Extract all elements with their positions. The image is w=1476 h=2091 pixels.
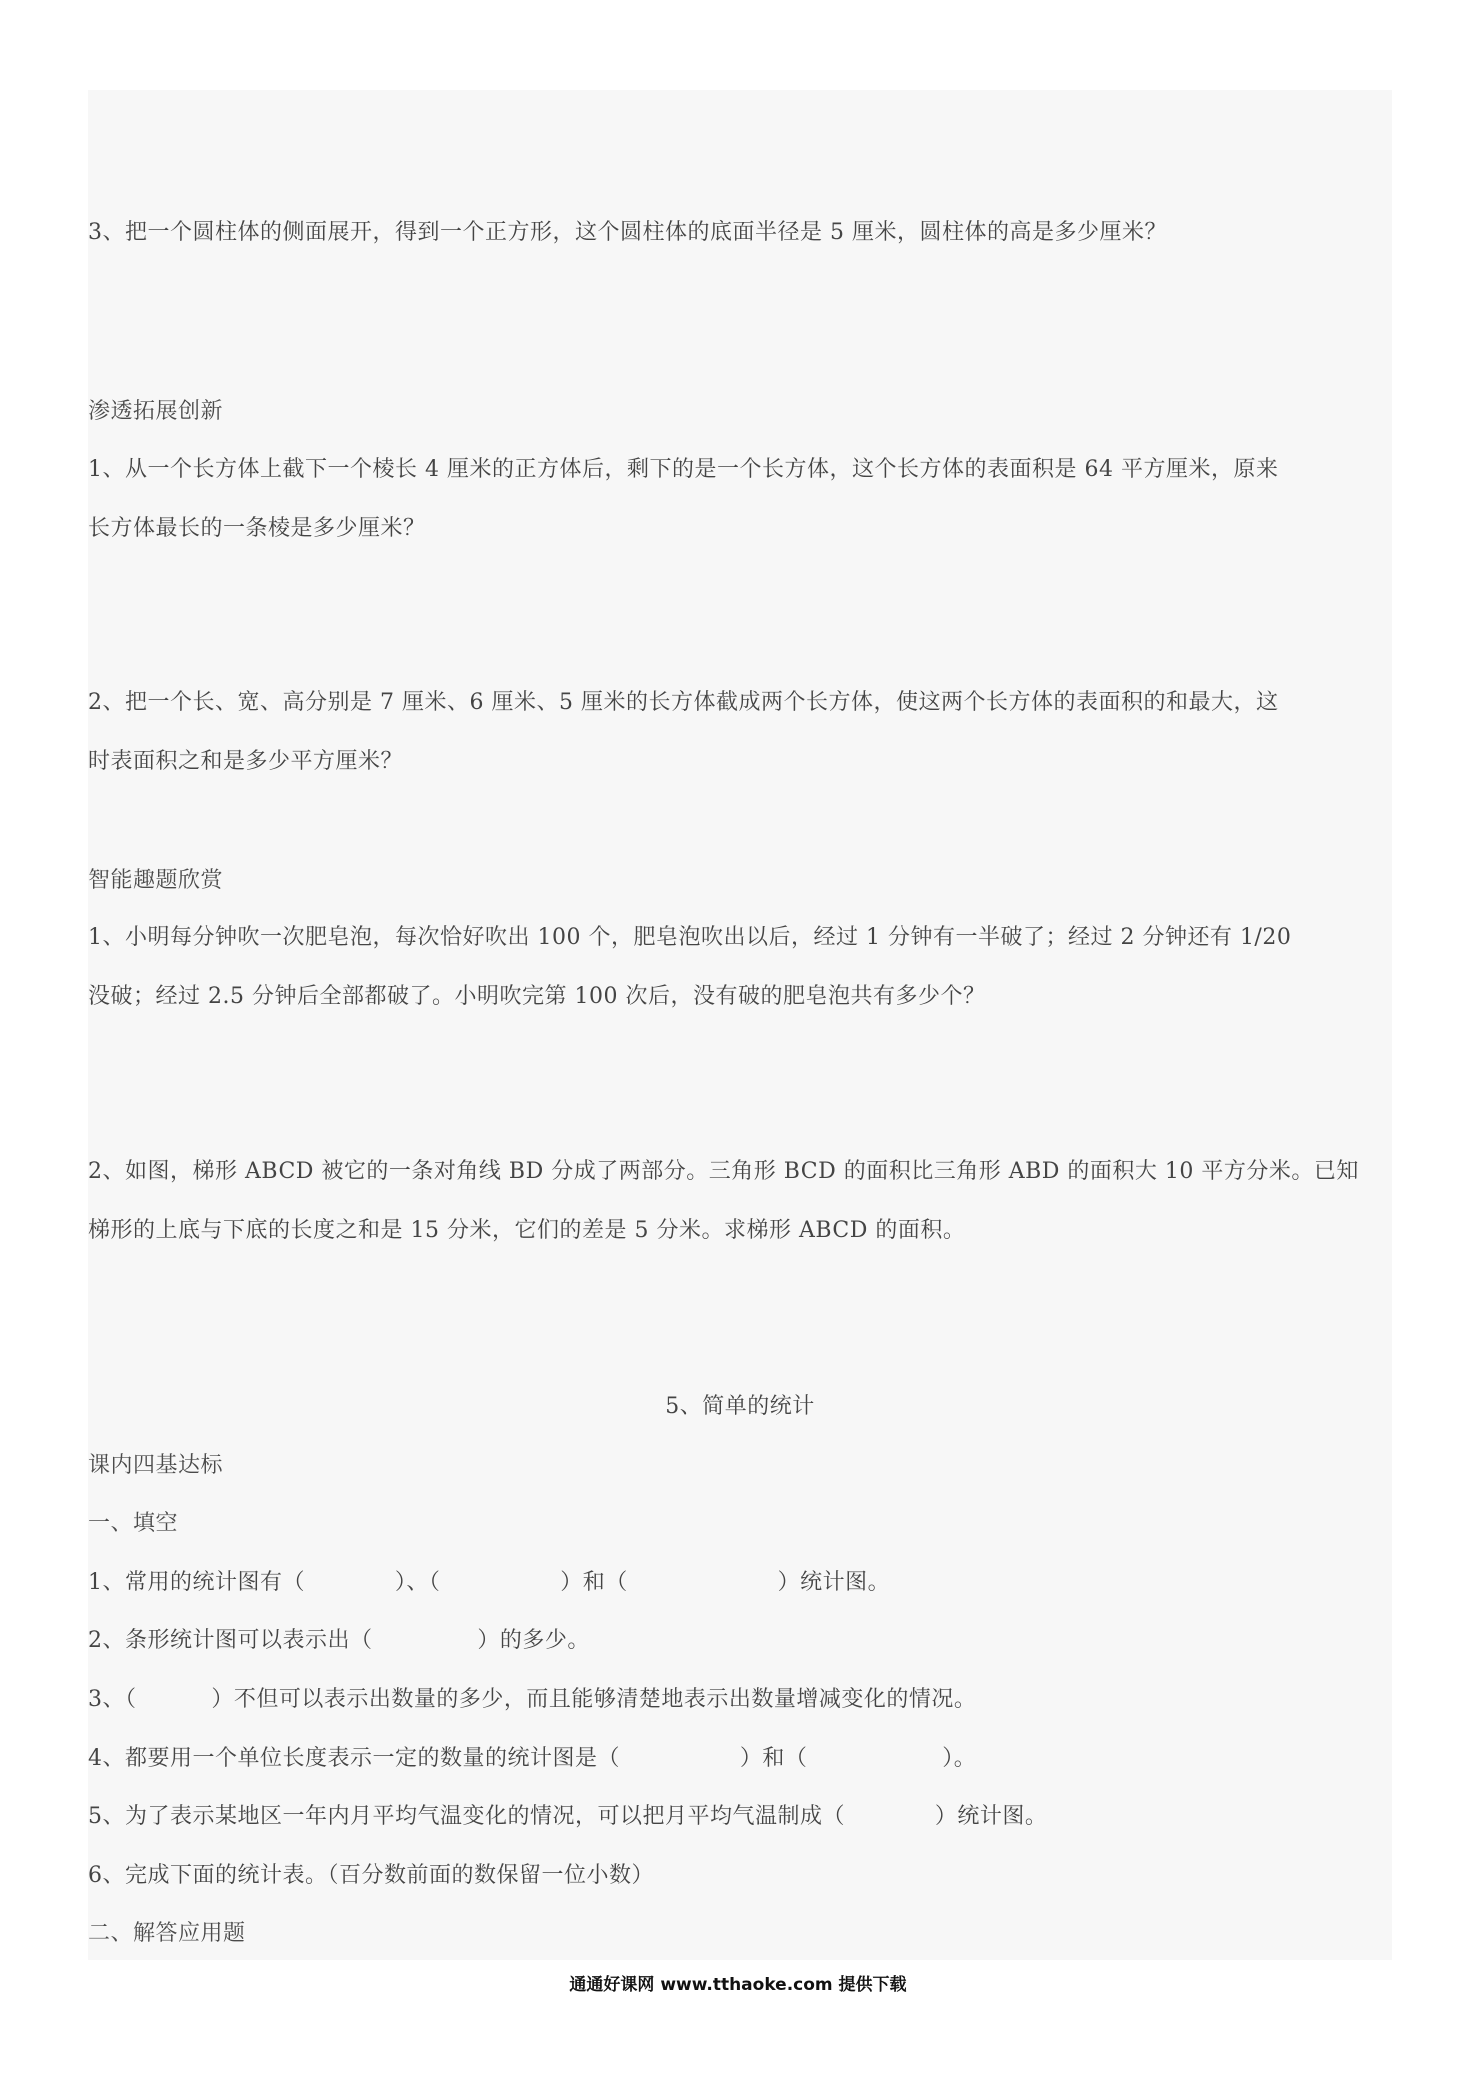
fill-question-1: 1、常用的统计图有（ ）、（ ）和（ ）统计图。	[88, 1570, 891, 1595]
footer-credit: 通通好课网 www.tthaoke.com 提供下载	[569, 1975, 907, 1995]
fun-question-1-line-1: 1、小明每分钟吹一次肥皂泡，每次恰好吹出 100 个，肥皂泡吹出以后，经过 1 分钟有一半破了；经过 2 分钟还有 1/20	[88, 925, 1292, 950]
extension-question-2-line-1: 2、把一个长、宽、高分别是 7 厘米、6 厘米、5 厘米的长方体截成两个长方体，使这两个长方体的表面积的和最大，这	[88, 690, 1279, 715]
question-3-cylinder: 3、把一个圆柱体的侧面展开，得到一个正方形，这个圆柱体的底面半径是 5 厘米，圆柱体的高是多少厘米？	[88, 220, 1167, 245]
section-heading-fun-problems: 智能趣题欣赏	[88, 868, 224, 893]
fun-question-1-line-2: 没破；经过 2.5 分钟后全部都破了。小明吹完第 100 次后，没有破的肥皂泡共有多少个？	[88, 984, 986, 1009]
section-heading-basics: 课内四基达标	[88, 1453, 224, 1478]
extension-question-2-line-2: 时表面积之和是多少平方厘米？	[88, 749, 404, 774]
subheading-fill-in: 一、填空	[88, 1511, 179, 1536]
section-heading-extension: 渗透拓展创新	[88, 399, 224, 424]
fill-question-2: 2、条形统计图可以表示出（ ）的多少。	[88, 1628, 590, 1653]
extension-question-1-line-2: 长方体最长的一条棱是多少厘米？	[88, 516, 426, 541]
extension-question-1-line-1: 1、从一个长方体上截下一个棱长 4 厘米的正方体后，剩下的是一个长方体，这个长方体的表面积是 64 平方厘米，原来	[88, 457, 1279, 482]
fill-question-3: 3、（ ）不但可以表示出数量的多少，而且能够清楚地表示出数量增减变化的情况。	[88, 1687, 977, 1712]
fun-question-2-line-1: 2、如图，梯形 ABCD 被它的一条对角线 BD 分成了两部分。三角形 BCD 的面积比三角形 ABD 的面积大 10 平方分米。已知	[88, 1159, 1359, 1184]
fill-question-5: 5、为了表示某地区一年内月平均气温变化的情况，可以把月平均气温制成（ ）统计图。	[88, 1804, 1048, 1829]
subheading-word-problems: 二、解答应用题	[88, 1921, 246, 1946]
page-sheet	[88, 90, 1392, 1960]
fill-question-4: 4、都要用一个单位长度表示一定的数量的统计图是（ ）和（ ）。	[88, 1746, 977, 1771]
fun-question-2-line-2: 梯形的上底与下底的长度之和是 15 分米，它们的差是 5 分米。求梯形 ABCD 的面积。	[88, 1218, 966, 1243]
fill-question-6: 6、完成下面的统计表。（百分数前面的数保留一位小数）	[88, 1863, 654, 1888]
chapter-title: 5、简单的统计	[665, 1394, 815, 1419]
